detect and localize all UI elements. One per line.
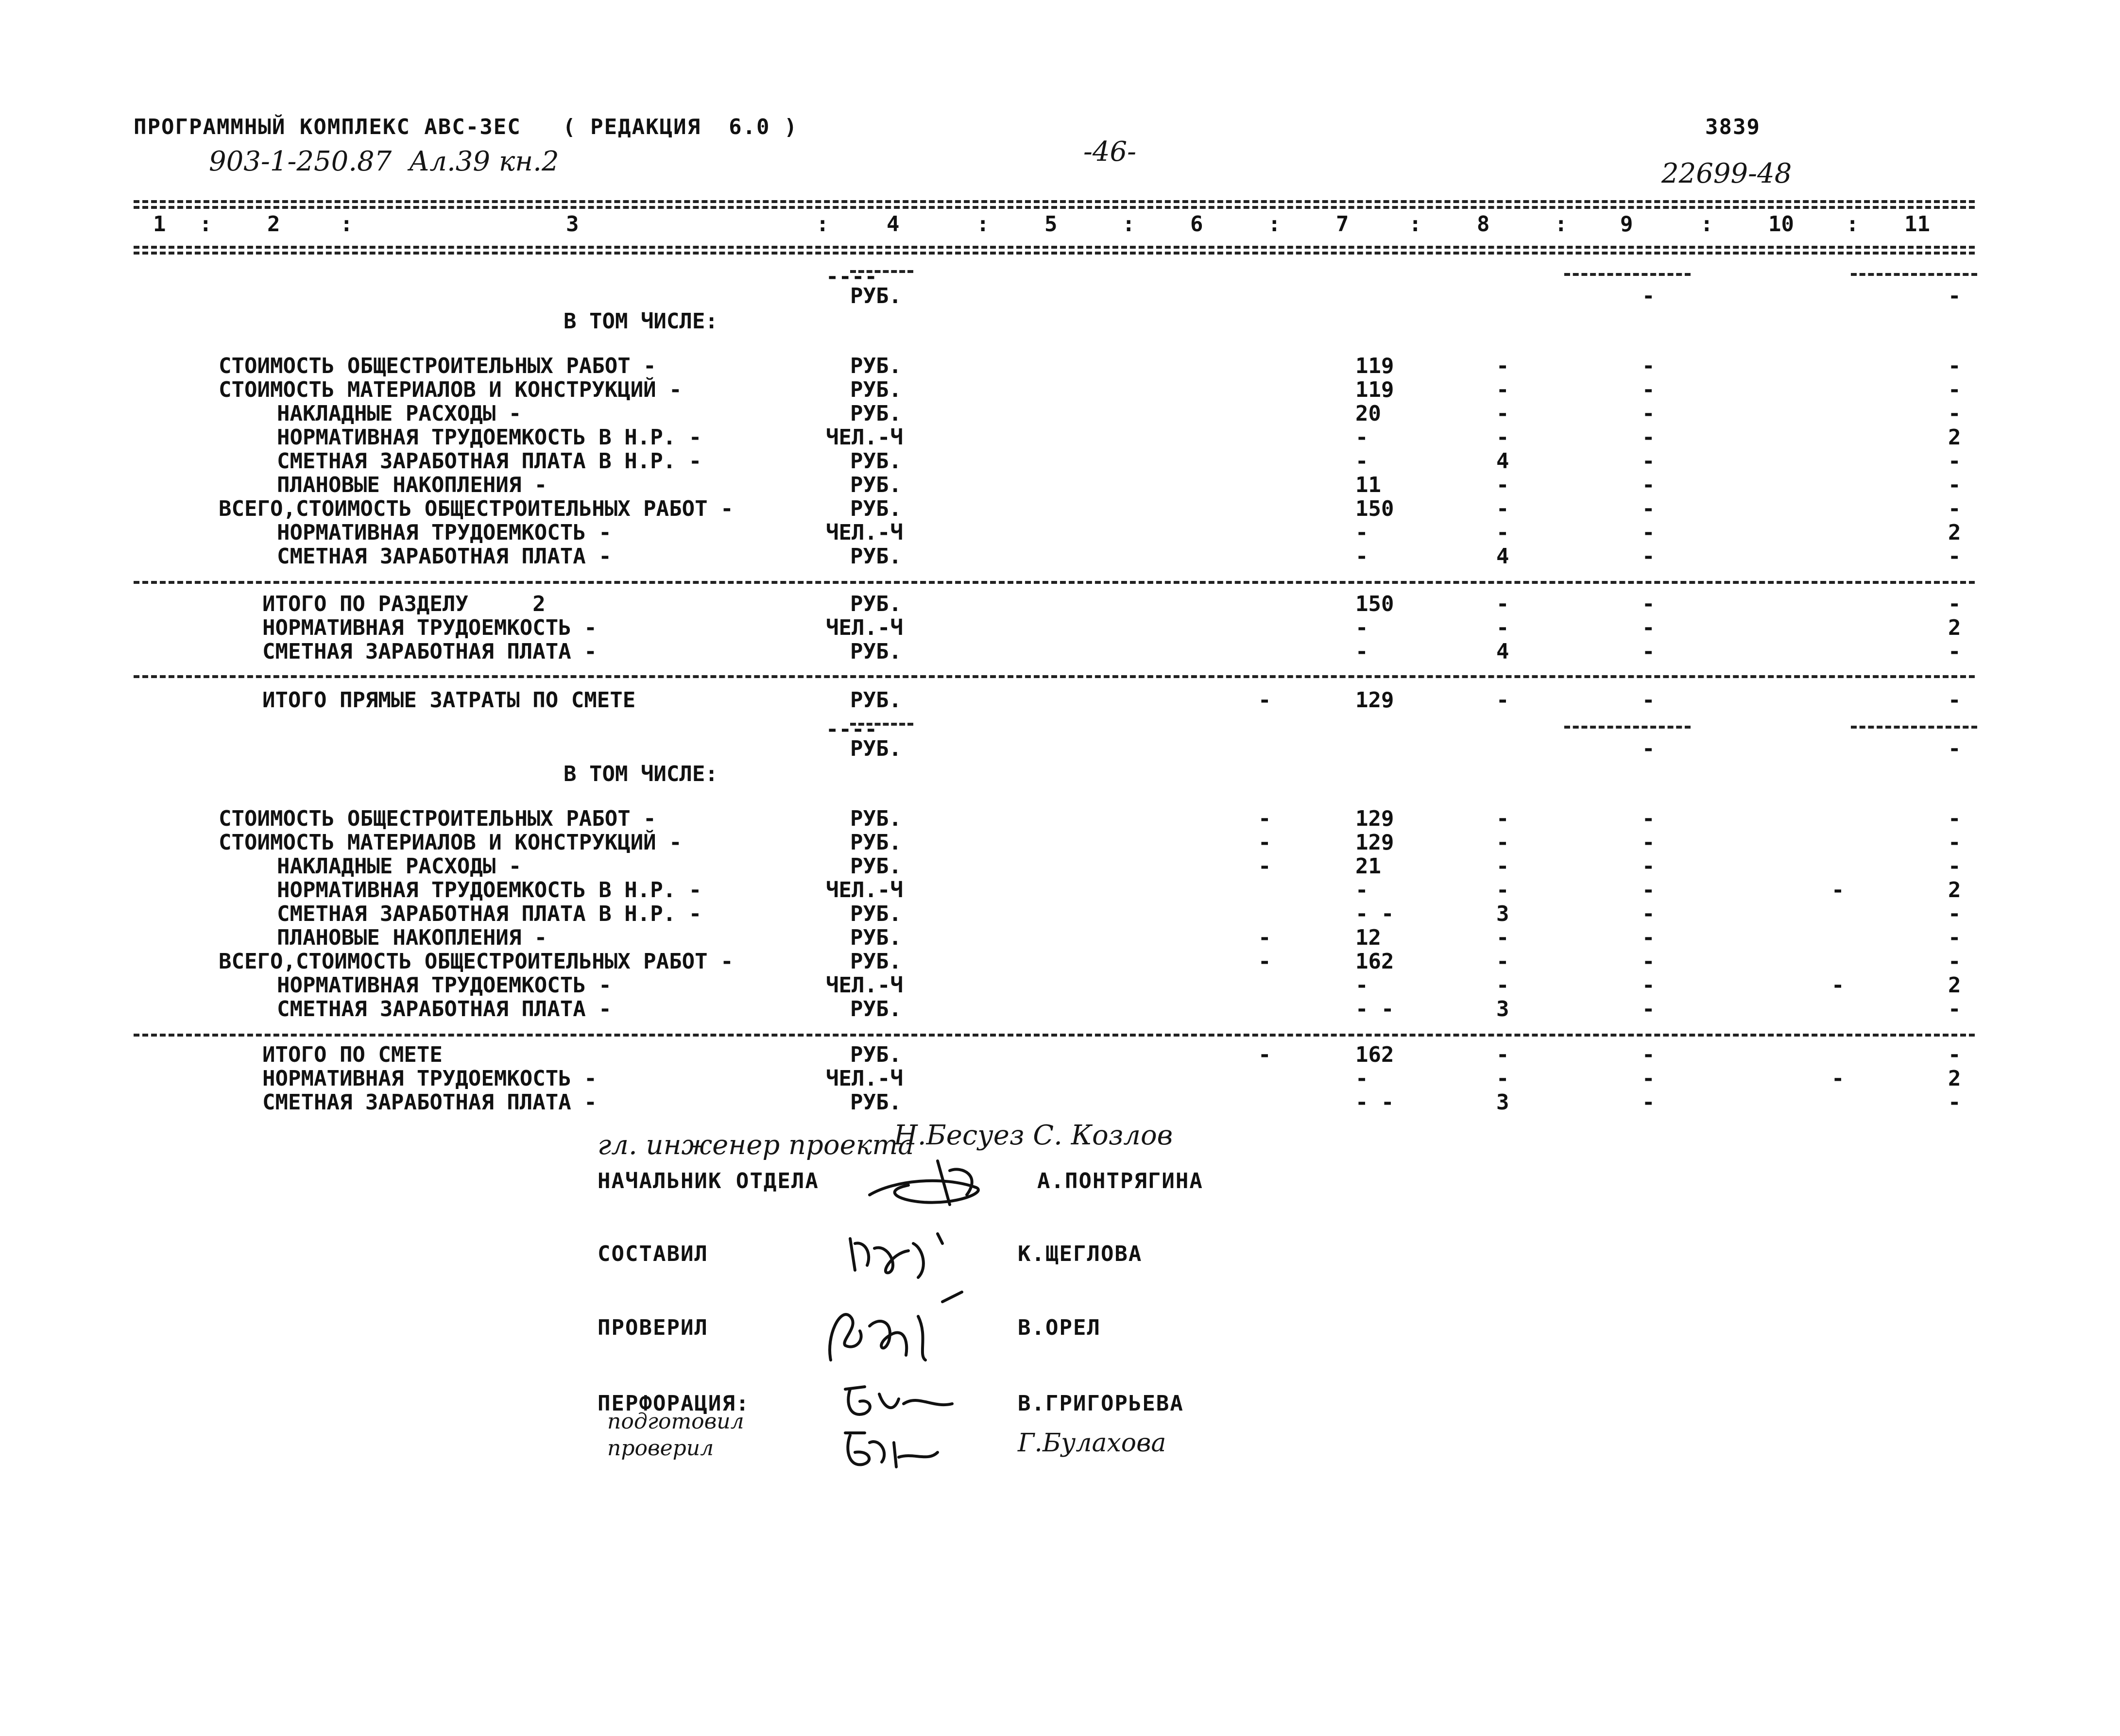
cell-col-7: 11 <box>1355 473 1381 497</box>
cell-col-9: - <box>1642 830 1655 855</box>
cell-col-7: - <box>1355 639 1368 664</box>
cell-col-8: - <box>1496 830 1509 855</box>
cell-col-11: - <box>1948 449 1961 474</box>
table-top-rule <box>134 200 1975 203</box>
cell-col-7: 129 <box>1355 830 1394 855</box>
column-separator: : <box>816 212 829 237</box>
cell-col-9: - <box>1642 449 1655 474</box>
column-header-1: 1 <box>153 212 166 237</box>
cell-col-11: - <box>1948 401 1961 426</box>
verified-signature <box>836 1423 947 1477</box>
row-label: СТОИМОСТЬ ОБЩЕСТРОИТЕЛЬНЫХ РАБОТ - <box>219 806 656 831</box>
row-unit: РУБ. <box>850 449 902 474</box>
column-header-7: 7 <box>1336 212 1349 237</box>
cell-col-11: 2 <box>1948 1066 1961 1091</box>
row-unit: РУБ. <box>850 377 902 402</box>
cell-col-11: - <box>1948 949 1961 974</box>
column-separator: : <box>199 212 212 237</box>
c11-underline-2 <box>1851 726 1977 729</box>
cell-col-9: - <box>1642 425 1655 450</box>
cell-col-8: - <box>1496 854 1509 879</box>
row-label: СМЕТНАЯ ЗАРАБОТНАЯ ПЛАТА - <box>262 639 597 664</box>
cell-col-9: - <box>1642 496 1655 521</box>
cell-col-9: - <box>1642 354 1655 378</box>
cell-col-9: - <box>1642 284 1655 308</box>
cell-col-11: 2 <box>1948 425 1961 450</box>
column-header-11: 11 <box>1904 212 1930 237</box>
column-header-5: 5 <box>1044 212 1058 237</box>
cell-col-8: 3 <box>1496 902 1509 926</box>
cell-col-11: - <box>1948 902 1961 926</box>
cell-col-11: - <box>1948 688 1961 713</box>
column-header-4: 4 <box>887 212 900 237</box>
cell-col-7: - <box>1355 1066 1368 1091</box>
cell-col-7: - <box>1355 878 1368 902</box>
row-label: СТОИМОСТЬ МАТЕРИАЛОВ И КОНСТРУКЦИЙ - <box>219 830 682 855</box>
cell-col-11: - <box>1948 354 1961 378</box>
cell-col-8: 3 <box>1496 1090 1509 1115</box>
row-unit: РУБ. <box>850 949 902 974</box>
cell-col-8: 4 <box>1496 449 1509 474</box>
row-unit: ---- <box>826 717 877 742</box>
row-label: НАКЛАДНЫЕ РАСХОДЫ - <box>277 401 522 426</box>
cell-col-7: - <box>1355 520 1368 545</box>
cell-col-7: 119 <box>1355 354 1394 378</box>
cell-col-11: - <box>1948 473 1961 497</box>
cell-col-9: - <box>1642 639 1655 664</box>
row-label: ВСЕГО,СТОИМОСТЬ ОБЩЕСТРОИТЕЛЬНЫХ РАБОТ - <box>219 496 734 521</box>
cell-col-9: - <box>1642 1042 1655 1067</box>
cell-col-11: - <box>1948 377 1961 402</box>
cell-col-8: 3 <box>1496 997 1509 1021</box>
cell-col-7: 129 <box>1355 688 1394 713</box>
cell-col-7: 162 <box>1355 949 1394 974</box>
row-unit: РУБ. <box>850 736 902 761</box>
column-separator: : <box>1846 212 1859 237</box>
row-label: СМЕТНАЯ ЗАРАБОТНАЯ ПЛАТА В Н.Р. - <box>277 449 702 474</box>
row-unit: ЧЕЛ.-Ч <box>826 615 903 640</box>
cell-col-7: - - <box>1355 997 1394 1021</box>
cell-col-7: - - <box>1355 902 1394 926</box>
separator-section-3 <box>134 1034 1975 1037</box>
compiled-signature <box>845 1224 962 1287</box>
row-label: НОРМАТИВНАЯ ТРУДОЕМКОСТЬ - <box>262 615 597 640</box>
cell-col-8: - <box>1496 688 1509 713</box>
separator-section-1 <box>134 581 1975 584</box>
cell-col-8: - <box>1496 425 1509 450</box>
inventory-number: 22699-48 <box>1661 158 1792 189</box>
cell-col-9: - <box>1642 401 1655 426</box>
cell-col-7: 20 <box>1355 401 1381 426</box>
row-label: СТОИМОСТЬ МАТЕРИАЛОВ И КОНСТРУКЦИЙ - <box>219 377 682 402</box>
column-separator: : <box>1268 212 1281 237</box>
column-header-6: 6 <box>1190 212 1203 237</box>
cell-col-11: 2 <box>1948 878 1961 902</box>
cell-col-9: - <box>1642 1066 1655 1091</box>
row-unit: РУБ. <box>850 1090 902 1115</box>
row-label: ИТОГО ПРЯМЫЕ ЗАТРАТЫ ПО СМЕТЕ <box>262 688 636 713</box>
row-label: НОРМАТИВНАЯ ТРУДОЕМКОСТЬ В Н.Р. - <box>277 425 702 450</box>
cell-col-7: - - <box>1355 1090 1394 1115</box>
cell-col-8: - <box>1496 401 1509 426</box>
cell-col-11: - <box>1948 496 1961 521</box>
row-label: ИТОГО ПО РАЗДЕЛУ 2 <box>262 592 546 616</box>
cell-col-8: - <box>1496 949 1509 974</box>
cell-col-8: - <box>1496 806 1509 831</box>
cell-col-8: 4 <box>1496 544 1509 569</box>
cell-col-7: 12 <box>1355 925 1381 950</box>
cell-col-10: - <box>1831 878 1845 902</box>
cell-col-6: - <box>1258 1042 1271 1067</box>
row-unit: РУБ. <box>850 544 902 569</box>
cell-col-11: 2 <box>1948 615 1961 640</box>
cell-col-6: - <box>1258 688 1271 713</box>
cell-col-8: - <box>1496 354 1509 378</box>
chief-engineer-names: Н.Бесуез С. Козлов <box>894 1120 1173 1151</box>
unit-underline-2 <box>850 723 913 726</box>
row-unit: РУБ. <box>850 284 902 308</box>
row-unit: РУБ. <box>850 854 902 879</box>
perforation-signature <box>836 1375 967 1428</box>
cell-col-9: - <box>1642 615 1655 640</box>
cell-col-6: - <box>1258 925 1271 950</box>
unit-underline-1 <box>850 270 913 273</box>
header-bottom-rule-2 <box>134 252 1975 255</box>
cell-col-9: - <box>1642 520 1655 545</box>
compiled-title: СОСТАВИЛ <box>598 1242 708 1266</box>
chief-engineer-label: гл. инженер проекта <box>598 1129 914 1161</box>
cell-col-8: - <box>1496 973 1509 998</box>
row-label: НОРМАТИВНАЯ ТРУДОЕМКОСТЬ - <box>277 973 612 998</box>
column-separator: : <box>976 212 990 237</box>
cell-col-9: - <box>1642 1090 1655 1115</box>
cell-col-11: 2 <box>1948 520 1961 545</box>
header-bottom-rule <box>134 246 1975 249</box>
row-unit: РУБ. <box>850 401 902 426</box>
cell-col-6: - <box>1258 830 1271 855</box>
cell-col-11: - <box>1948 592 1961 616</box>
cell-col-7: - <box>1355 425 1368 450</box>
row-unit: ЧЕЛ.-Ч <box>826 973 903 998</box>
row-label: ИТОГО ПО СМЕТЕ <box>262 1042 443 1067</box>
c9-underline-1 <box>1564 273 1691 276</box>
cell-col-8: - <box>1496 592 1509 616</box>
column-header-3: 3 <box>566 212 579 237</box>
row-unit: ЧЕЛ.-Ч <box>826 1066 903 1091</box>
cell-col-6: - <box>1258 949 1271 974</box>
column-header-2: 2 <box>267 212 280 237</box>
column-header-8: 8 <box>1477 212 1490 237</box>
checked-title: ПРОВЕРИЛ <box>598 1315 708 1340</box>
checked-signature <box>821 1287 976 1370</box>
row-unit: РУБ. <box>850 639 902 664</box>
column-separator: : <box>1409 212 1422 237</box>
cell-col-9: - <box>1642 973 1655 998</box>
row-unit: РУБ. <box>850 688 902 713</box>
cell-col-9: - <box>1642 592 1655 616</box>
checked-name: В.ОРЕЛ <box>1018 1315 1101 1340</box>
row-unit: РУБ. <box>850 806 902 831</box>
row-label: ПЛАНОВЫЕ НАКОПЛЕНИЯ - <box>277 473 547 497</box>
row-label: СМЕТНАЯ ЗАРАБОТНАЯ ПЛАТА - <box>277 544 612 569</box>
program-title: ПРОГРАММНЫЙ КОМПЛЕКС АВС-3ЕС ( РЕДАКЦИЯ 6.0 ) <box>134 115 798 139</box>
cell-col-8: - <box>1496 377 1509 402</box>
cell-col-9: - <box>1642 736 1655 761</box>
cell-col-11: - <box>1948 639 1961 664</box>
cell-col-11: 2 <box>1948 973 1961 998</box>
cell-col-7: 150 <box>1355 496 1394 521</box>
cell-col-6: - <box>1258 806 1271 831</box>
compiled-name: К.ЩЕГЛОВА <box>1018 1242 1143 1266</box>
cell-col-8: - <box>1496 878 1509 902</box>
row-unit: РУБ. <box>850 925 902 950</box>
cell-col-9: - <box>1642 544 1655 569</box>
row-label: В ТОМ ЧИСЛЕ: <box>564 309 718 334</box>
page-number: -46- <box>1083 136 1137 168</box>
sheet-id: 3839 <box>1705 115 1761 139</box>
separator-section-2 <box>134 675 1975 678</box>
row-label: ПЛАНОВЫЕ НАКОПЛЕНИЯ - <box>277 925 547 950</box>
cell-col-9: - <box>1642 925 1655 950</box>
perforation-name: В.ГРИГОРЬЕВА <box>1018 1391 1184 1416</box>
cell-col-7: 129 <box>1355 806 1394 831</box>
column-header-9: 9 <box>1620 212 1633 237</box>
cell-col-10: - <box>1831 1066 1845 1091</box>
cell-col-11: - <box>1948 854 1961 879</box>
cell-col-7: - <box>1355 615 1368 640</box>
cell-col-11: - <box>1948 1042 1961 1067</box>
cell-col-7: - <box>1355 449 1368 474</box>
cell-col-9: - <box>1642 854 1655 879</box>
cell-col-9: - <box>1642 377 1655 402</box>
row-label: НОРМАТИВНАЯ ТРУДОЕМКОСТЬ - <box>262 1066 597 1091</box>
cell-col-7: 119 <box>1355 377 1394 402</box>
row-unit: ---- <box>826 264 877 289</box>
row-unit: РУБ. <box>850 902 902 926</box>
cell-col-7: 21 <box>1355 854 1381 879</box>
row-unit: ЧЕЛ.-Ч <box>826 520 903 545</box>
row-label: В ТОМ ЧИСЛЕ: <box>564 762 718 786</box>
cell-col-11: - <box>1948 830 1961 855</box>
cell-col-8: - <box>1496 496 1509 521</box>
row-label: СМЕТНАЯ ЗАРАБОТНАЯ ПЛАТА В Н.Р. - <box>277 902 702 926</box>
row-unit: РУБ. <box>850 592 902 616</box>
cell-col-9: - <box>1642 473 1655 497</box>
column-separator: : <box>1700 212 1713 237</box>
cell-col-8: 4 <box>1496 639 1509 664</box>
cell-col-11: - <box>1948 806 1961 831</box>
cell-col-8: - <box>1496 473 1509 497</box>
cell-col-7: 162 <box>1355 1042 1394 1067</box>
doc-code: 903-1-250.87 Ал.39 кн.2 <box>209 146 559 177</box>
column-separator: : <box>1555 212 1568 237</box>
cell-col-9: - <box>1642 949 1655 974</box>
cell-col-9: - <box>1642 878 1655 902</box>
row-unit: РУБ. <box>850 997 902 1021</box>
table-top-rule-2 <box>134 206 1975 209</box>
prepared-label: подготовил <box>607 1409 744 1434</box>
row-unit: РУБ. <box>850 496 902 521</box>
cell-col-11: - <box>1948 284 1961 308</box>
row-label: НОРМАТИВНАЯ ТРУДОЕМКОСТЬ В Н.Р. - <box>277 878 702 902</box>
column-header-10: 10 <box>1768 212 1794 237</box>
cell-col-11: - <box>1948 925 1961 950</box>
cell-col-8: - <box>1496 615 1509 640</box>
row-label: НОРМАТИВНАЯ ТРУДОЕМКОСТЬ - <box>277 520 612 545</box>
verified-name: Г.Булахова <box>1018 1429 1166 1458</box>
cell-col-8: - <box>1496 1066 1509 1091</box>
head-name: А.ПОНТРЯГИНА <box>1037 1169 1203 1193</box>
perforation-title: ПЕРФОРАЦИЯ: <box>598 1391 750 1416</box>
cell-col-11: - <box>1948 544 1961 569</box>
row-label: СМЕТНАЯ ЗАРАБОТНАЯ ПЛАТА - <box>277 997 612 1021</box>
cell-col-10: - <box>1831 973 1845 998</box>
row-unit: ЧЕЛ.-Ч <box>826 425 903 450</box>
cell-col-8: - <box>1496 520 1509 545</box>
head-signature <box>865 1141 996 1214</box>
cell-col-9: - <box>1642 806 1655 831</box>
row-unit: ЧЕЛ.-Ч <box>826 878 903 902</box>
row-label: СМЕТНАЯ ЗАРАБОТНАЯ ПЛАТА - <box>262 1090 597 1115</box>
row-unit: РУБ. <box>850 354 902 378</box>
row-unit: РУБ. <box>850 830 902 855</box>
cell-col-8: - <box>1496 925 1509 950</box>
cell-col-11: - <box>1948 1090 1961 1115</box>
column-separator: : <box>340 212 353 237</box>
cell-col-9: - <box>1642 997 1655 1021</box>
cell-col-11: - <box>1948 736 1961 761</box>
cell-col-9: - <box>1642 902 1655 926</box>
cell-col-7: 150 <box>1355 592 1394 616</box>
c11-underline-1 <box>1851 273 1977 276</box>
cell-col-7: - <box>1355 973 1368 998</box>
head-title: НАЧАЛЬНИК ОТДЕЛА <box>598 1169 819 1193</box>
c9-underline-2 <box>1564 726 1691 729</box>
row-unit: РУБ. <box>850 473 902 497</box>
cell-col-9: - <box>1642 688 1655 713</box>
row-label: ВСЕГО,СТОИМОСТЬ ОБЩЕСТРОИТЕЛЬНЫХ РАБОТ - <box>219 949 734 974</box>
row-label: СТОИМОСТЬ ОБЩЕСТРОИТЕЛЬНЫХ РАБОТ - <box>219 354 656 378</box>
column-separator: : <box>1122 212 1135 237</box>
verified-label: проверил <box>607 1436 714 1461</box>
cell-col-6: - <box>1258 854 1271 879</box>
cell-col-11: - <box>1948 997 1961 1021</box>
cell-col-8: - <box>1496 1042 1509 1067</box>
row-unit: РУБ. <box>850 1042 902 1067</box>
cell-col-7: - <box>1355 544 1368 569</box>
row-label: НАКЛАДНЫЕ РАСХОДЫ - <box>277 854 522 879</box>
